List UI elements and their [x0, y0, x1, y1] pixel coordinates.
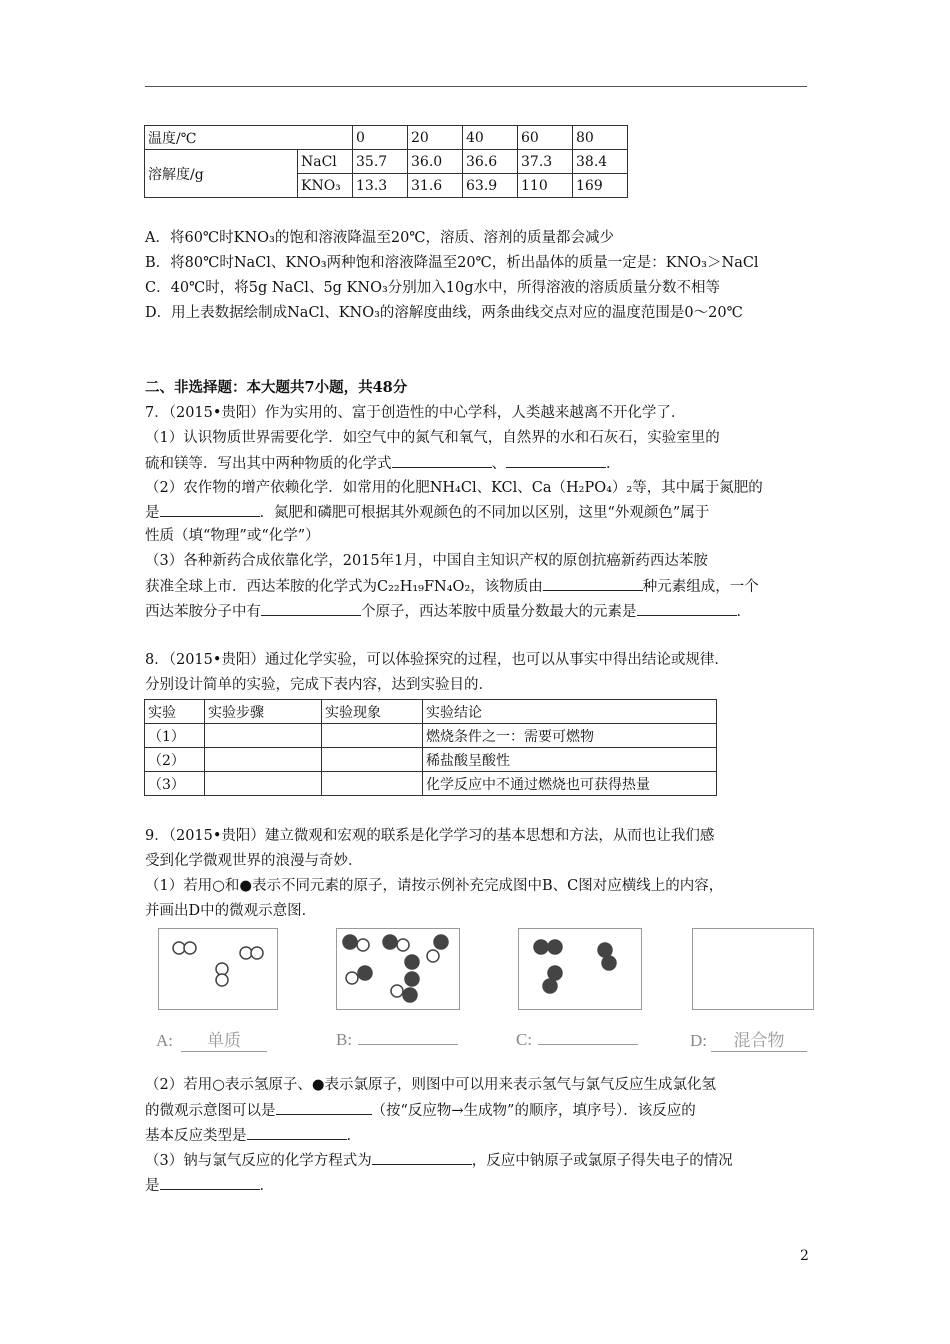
q7-text: ．氮肥和磷肥可根据其外观颜色的不同加以区别，这里“外观颜色”属于 — [259, 505, 710, 521]
q9-text: ． — [346, 1128, 361, 1144]
temp-cell: 0 — [353, 126, 408, 150]
row-id: （1） — [145, 724, 205, 748]
q9-line — [145, 1173, 274, 1198]
step-cell[interactable] — [205, 748, 322, 772]
option-d: D．用上表数据绘制成NaCl、KNO₃的溶解度曲线，两条曲线交点对应的温度范围是0～20℃ — [145, 305, 743, 321]
table-header: 实验结论 — [423, 700, 717, 724]
caption-b — [336, 1026, 458, 1050]
q7-line — [145, 574, 759, 599]
answer-blank[interactable] — [637, 599, 737, 616]
q7-text: 是 — [145, 505, 160, 521]
temp-cell: 80 — [573, 126, 628, 150]
q9-text: 是 — [145, 1178, 160, 1194]
nacl-value: 38.4 — [573, 150, 628, 174]
answer-blank[interactable] — [160, 500, 260, 517]
q8-line: 分别设计简单的实验，完成下表内容，达到实验目的． — [145, 677, 493, 693]
temp-cell: 20 — [408, 126, 463, 150]
table-row — [145, 748, 717, 772]
table-row — [145, 772, 717, 796]
white-atom — [173, 942, 185, 954]
answer-blank[interactable] — [261, 599, 361, 616]
white-atom — [216, 963, 228, 975]
caption-blank[interactable] — [538, 1026, 638, 1045]
q9-text: （按“反应物→生成物”的顺序，填序号）．该反应的 — [371, 1103, 696, 1119]
diagram-a — [158, 928, 278, 1010]
white-atom — [184, 942, 196, 954]
black-atom — [405, 955, 419, 969]
black-atom — [602, 956, 616, 970]
section-title: 二、非选择题：本大题共7小题，共48分 — [145, 379, 408, 396]
black-atom — [358, 966, 372, 980]
option-c: C．40℃时，将5g NaCl、5g KNO₃分别加入10g水中，所得溶液的溶质质量分数不相等 — [145, 280, 721, 296]
black-atom — [403, 988, 417, 1002]
q9-line: （2）若用○表示氢原子、●表示氯原子，则图中可以用来表示氢气与氯气反应生成氯化氢 — [145, 1077, 717, 1093]
q7-text: 种元素组成，一个 — [642, 579, 759, 595]
kno3-value: 169 — [573, 174, 628, 198]
white-atom — [427, 950, 439, 962]
diagram-d[interactable] — [692, 928, 814, 1010]
answer-blank[interactable] — [276, 1098, 372, 1115]
phenomenon-cell[interactable] — [322, 772, 423, 796]
q7-text: 西达苯胺分子中有 — [145, 604, 261, 620]
black-atom — [543, 979, 557, 993]
white-atom — [240, 947, 252, 959]
q7-line — [145, 451, 621, 476]
temp-cell: 40 — [463, 126, 518, 150]
q9-text: ． — [259, 1178, 274, 1194]
row-id: （2） — [145, 748, 205, 772]
black-atom — [383, 935, 397, 949]
table-row — [145, 724, 717, 748]
kno3-value: 31.6 — [408, 174, 463, 198]
table-header: 实验 — [145, 700, 205, 724]
caption-label: B: — [336, 1030, 353, 1049]
table-row — [145, 126, 635, 150]
solubility-label: 溶解度/g — [145, 150, 298, 198]
white-atom — [397, 939, 409, 951]
q8-line: 8．（2015•贵阳）通过化学实验，可以体验探究的过程，也可以从事实中得出结论或规律． — [145, 652, 729, 668]
white-atom — [391, 985, 403, 997]
black-atom — [434, 935, 448, 949]
black-atom — [343, 935, 357, 949]
q9-line — [145, 1098, 696, 1123]
answer-blank[interactable] — [392, 451, 492, 468]
white-atom — [357, 939, 369, 951]
caption-answer: 混合物 — [711, 1026, 807, 1052]
q9-text: 基本反应类型是 — [145, 1128, 247, 1144]
table-row — [145, 150, 635, 174]
kno3-value: 63.9 — [463, 174, 518, 198]
caption-c — [516, 1026, 638, 1050]
phenomenon-cell[interactable] — [322, 748, 423, 772]
q9-line: 9．（2015•贵阳）建立微观和宏观的联系是化学学习的基本思想和方法，从而也让我们感 — [145, 828, 715, 844]
nacl-value: 35.7 — [353, 150, 408, 174]
q9-text: ，反应中钠原子或氯原子得失电子的情况 — [471, 1153, 733, 1169]
q7-text: 个原子，西达苯胺中质量分数最大的元素是 — [361, 604, 637, 620]
black-atom — [598, 943, 612, 957]
q9-line — [145, 1148, 733, 1173]
kno3-label: KNO₃ — [298, 174, 353, 198]
phenomenon-cell[interactable] — [322, 724, 423, 748]
q7-line: 性质（填“物理”或“化学”） — [145, 528, 320, 544]
q7-text: 硫和镁等．写出其中两种物质的化学式 — [145, 456, 392, 472]
conclusion-cell: 燃烧条件之一：需要可燃物 — [423, 724, 717, 748]
caption-label: A: — [156, 1031, 173, 1050]
temp-cell: 60 — [518, 126, 573, 150]
answer-blank[interactable] — [506, 451, 606, 468]
option-b: B．将80℃时NaCl、KNO₃两种饱和溶液降温至20℃，析出晶体的质量一定是：KNO₃＞NaCl — [145, 255, 759, 271]
caption-label: C: — [516, 1030, 533, 1049]
step-cell[interactable] — [205, 772, 322, 796]
caption-d — [690, 1026, 807, 1052]
q9-line: 受到化学微观世界的浪漫与奇妙． — [145, 853, 363, 869]
table-header: 实验现象 — [322, 700, 423, 724]
diagram-c — [518, 928, 642, 1010]
q9-line — [145, 1123, 361, 1148]
kno3-value: 110 — [518, 174, 573, 198]
nacl-value: 36.6 — [463, 150, 518, 174]
q7-text: 获准全球上市．西达苯胺的化学式为C₂₂H₁₉FN₄O₂，该物质由 — [145, 579, 543, 595]
white-atom — [251, 947, 263, 959]
q7-text: 、 — [491, 456, 506, 472]
q7-line: 7．（2015•贵阳）作为实用的、富于创造性的中心学科，人类越来越离不开化学了． — [145, 405, 686, 421]
black-atom — [548, 940, 562, 954]
black-atom — [548, 966, 562, 980]
black-atom — [534, 940, 548, 954]
answer-blank[interactable] — [160, 1173, 260, 1190]
conclusion-cell: 化学反应中不通过燃烧也可获得热量 — [423, 772, 717, 796]
experiment-table — [144, 699, 717, 796]
white-atom — [216, 974, 228, 986]
header-rule — [145, 86, 807, 87]
temp-label: 温度/℃ — [145, 126, 353, 150]
answer-blank[interactable] — [247, 1123, 347, 1140]
answer-blank[interactable] — [543, 574, 643, 591]
caption-a — [156, 1026, 267, 1052]
nacl-value: 36.0 — [408, 150, 463, 174]
q7-line: （2）农作物的增产依赖化学．如常用的化肥NH₄Cl、KCl、Ca（H₂PO₄）₂等，其中属于氮肥的 — [145, 480, 763, 496]
q9-text: （3）钠与氯气反应的化学方程式为 — [145, 1153, 372, 1169]
q9-line: （1）若用○和●表示不同元素的原子，请按示例补充完成图中B、C图对应横线上的内容， — [145, 878, 724, 894]
conclusion-cell: 稀盐酸呈酸性 — [423, 748, 717, 772]
q9-text: 的微观示意图可以是 — [145, 1103, 276, 1119]
table-row — [145, 700, 717, 724]
kno3-value: 13.3 — [353, 174, 408, 198]
answer-blank[interactable] — [372, 1148, 472, 1165]
row-id: （3） — [145, 772, 205, 796]
solubility-table — [144, 125, 635, 198]
caption-blank[interactable] — [358, 1026, 458, 1045]
page-number: 2 — [800, 1248, 809, 1264]
nacl-label: NaCl — [298, 150, 353, 174]
black-atom — [405, 972, 419, 986]
caption-answer: 单质 — [181, 1026, 267, 1052]
q7-line — [145, 500, 709, 525]
option-a: A．将60℃时KNO₃的饱和溶液降温至20℃，溶质、溶剂的质量都会减少 — [145, 230, 615, 246]
q7-line: （3）各种新药合成依靠化学，2015年1月，中国自主知识产权的原创抗癌新药西达苯胺 — [145, 553, 708, 569]
q9-line: 并画出D中的微观示意图． — [145, 903, 317, 919]
table-header: 实验步骤 — [205, 700, 322, 724]
q7-text: ． — [606, 456, 621, 472]
q7-line — [145, 599, 751, 624]
nacl-value: 37.3 — [518, 150, 573, 174]
q7-text: ． — [736, 604, 751, 620]
white-atom — [346, 972, 358, 984]
step-cell[interactable] — [205, 724, 322, 748]
q7-line: （1）认识物质世界需要化学．如空气中的氮气和氧气，自然界的水和石灰石，实验室里的 — [145, 430, 720, 446]
caption-label: D: — [690, 1031, 707, 1050]
diagram-b — [336, 928, 460, 1010]
